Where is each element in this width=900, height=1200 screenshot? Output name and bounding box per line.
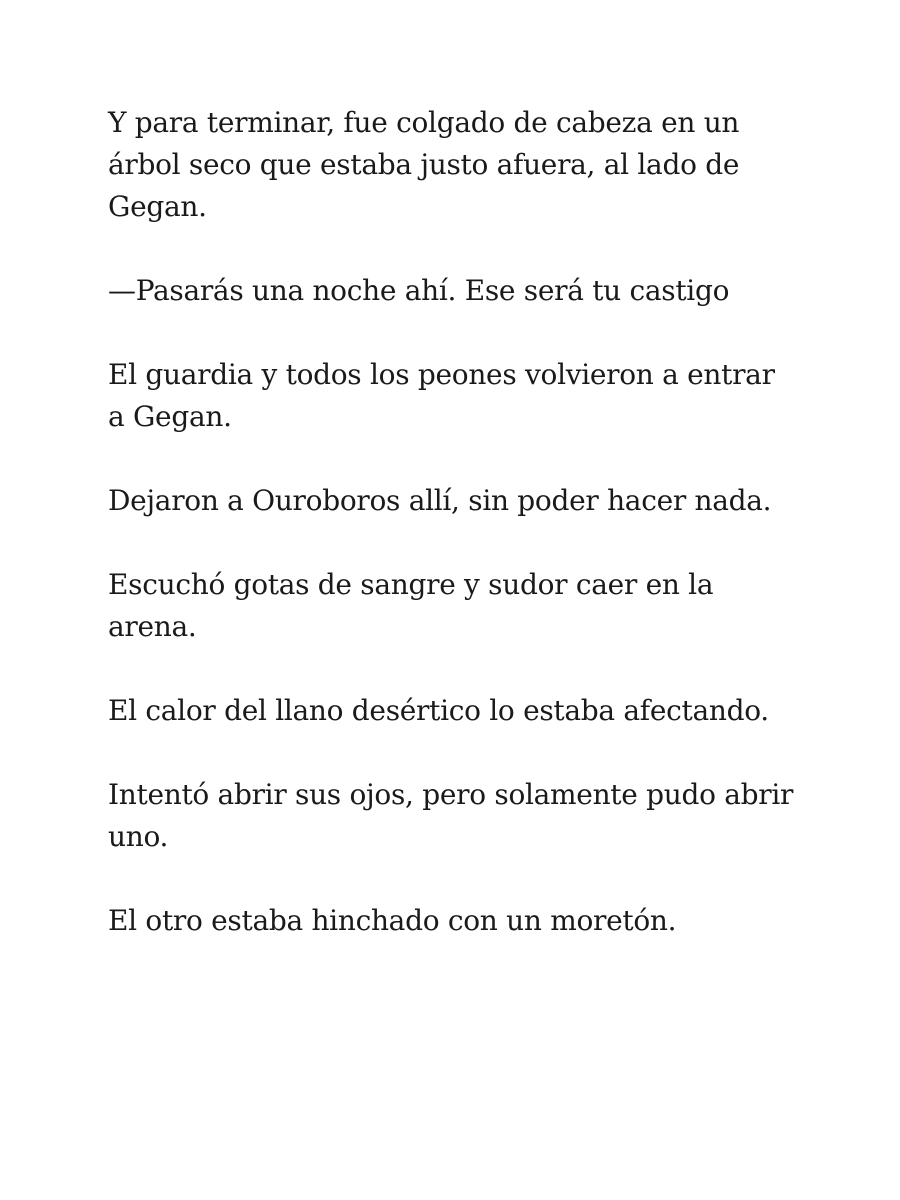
paragraph-8: El otro estaba hinchado con un moretón. [108,904,677,937]
paragraph-4: Dejaron a Ouroboros allí, sin poder hacer nada. [108,484,772,517]
paragraph-7: Intentó abrir sus ojos, pero solamente pudo abrir uno. [108,778,794,853]
paragraph-2-dialogue: —Pasarás una noche ahí. Ese será tu castigo [108,274,730,307]
paragraph-6: El calor del llano desértico lo estaba afectando. [108,694,769,727]
paragraph-3: El guardia y todos los peones volvieron a entrar a Gegan. [108,358,775,433]
paragraph-1: Y para terminar, fue colgado de cabeza en un árbol seco que estaba justo afuera, al lado de Gegan. [108,106,740,223]
story-text [108,102,798,984]
paragraph-5: Escuchó gotas de sangre y sudor caer en la arena. [108,568,714,643]
